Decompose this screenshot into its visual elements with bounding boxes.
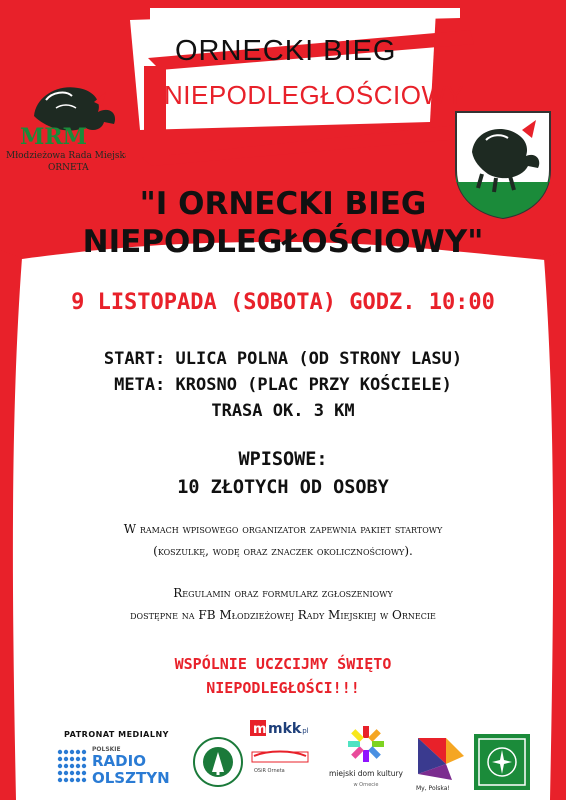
regulations-line2: dostępne na FB Młodzieżowej Rady Miejskiej w Ornecie: [130, 608, 436, 622]
event-title: [0, 185, 566, 261]
slogan: [0, 652, 566, 700]
route-start: START: ULICA POLNA (OD STRONY LASU): [103, 349, 463, 369]
event-title-line1: "I ORNECKI BIEG: [139, 186, 427, 222]
slogan-line2: NIEPODLEGŁOŚCI!!!: [206, 679, 360, 697]
my-polska-label: My, Polska!: [416, 785, 450, 792]
radio-line1: RADIO: [92, 752, 146, 770]
banner-title: ORNECKI BIEG: [175, 35, 397, 67]
slogan-line1: WSPÓLNIE UCZCIJMY ŚWIĘTO: [174, 655, 392, 673]
media-patronage-label: PATRONAT MEDIALNY: [64, 730, 169, 739]
entry-fee-label: WPISOWE:: [238, 449, 328, 470]
event-date: 9 LISTOPADA (SOBOTA) GODZ. 10:00: [71, 290, 495, 315]
mdk-name: miejski dom kultury: [328, 769, 404, 778]
mdk-logo: [326, 722, 406, 794]
my-polska-logo: [412, 734, 468, 794]
starter-pack-line2: (koszulkę, wodę oraz znaczek okolicznościowy).: [153, 544, 413, 558]
mkk-text: mkk: [268, 721, 302, 737]
route-info: [0, 346, 566, 424]
banner-subtitle: NIEPODLEGŁOŚCIOWY: [164, 80, 465, 110]
starter-pack-info: [0, 518, 566, 562]
radio-line2: OLSZTYN: [92, 769, 170, 787]
event-title-line2: NIEPODLEGŁOŚCIOWY": [82, 224, 484, 260]
mrm-logo: [6, 78, 126, 174]
route-distance: TRASA OK. 3 KM: [211, 401, 355, 421]
lasy-panstwowe-logo: [192, 736, 244, 788]
scout-emblem-logo: [474, 734, 530, 790]
mrm-city: ORNETA: [48, 163, 89, 173]
mrm-name: Młodzieżowa Rada Miejska: [6, 151, 126, 161]
regulations-line1: Regulamin oraz formularz zgłoszeniowy: [173, 586, 393, 600]
regulations-info: [0, 582, 566, 626]
osir-label: OSiR Orneta: [254, 768, 285, 774]
mdk-city: w Ornecie: [353, 782, 379, 788]
starter-pack-line1: W ramach wpisowego organizator zapewnia pakiet startowy: [123, 522, 443, 536]
entry-fee-value: 10 ZŁOTYCH OD OSOBY: [177, 477, 389, 498]
radio-olsztyn-logo: [54, 742, 182, 792]
route-meta: META: KROSNO (PLAC PRZY KOŚCIELE): [114, 375, 452, 395]
entry-fee: [0, 446, 566, 502]
svg-text:m: m: [253, 722, 267, 737]
mkk-domain: .pl: [300, 727, 309, 735]
mrm-abbr: MRM: [20, 124, 87, 150]
radio-small-label: POLSKIE: [92, 746, 121, 753]
mkk-logo: [248, 716, 314, 782]
